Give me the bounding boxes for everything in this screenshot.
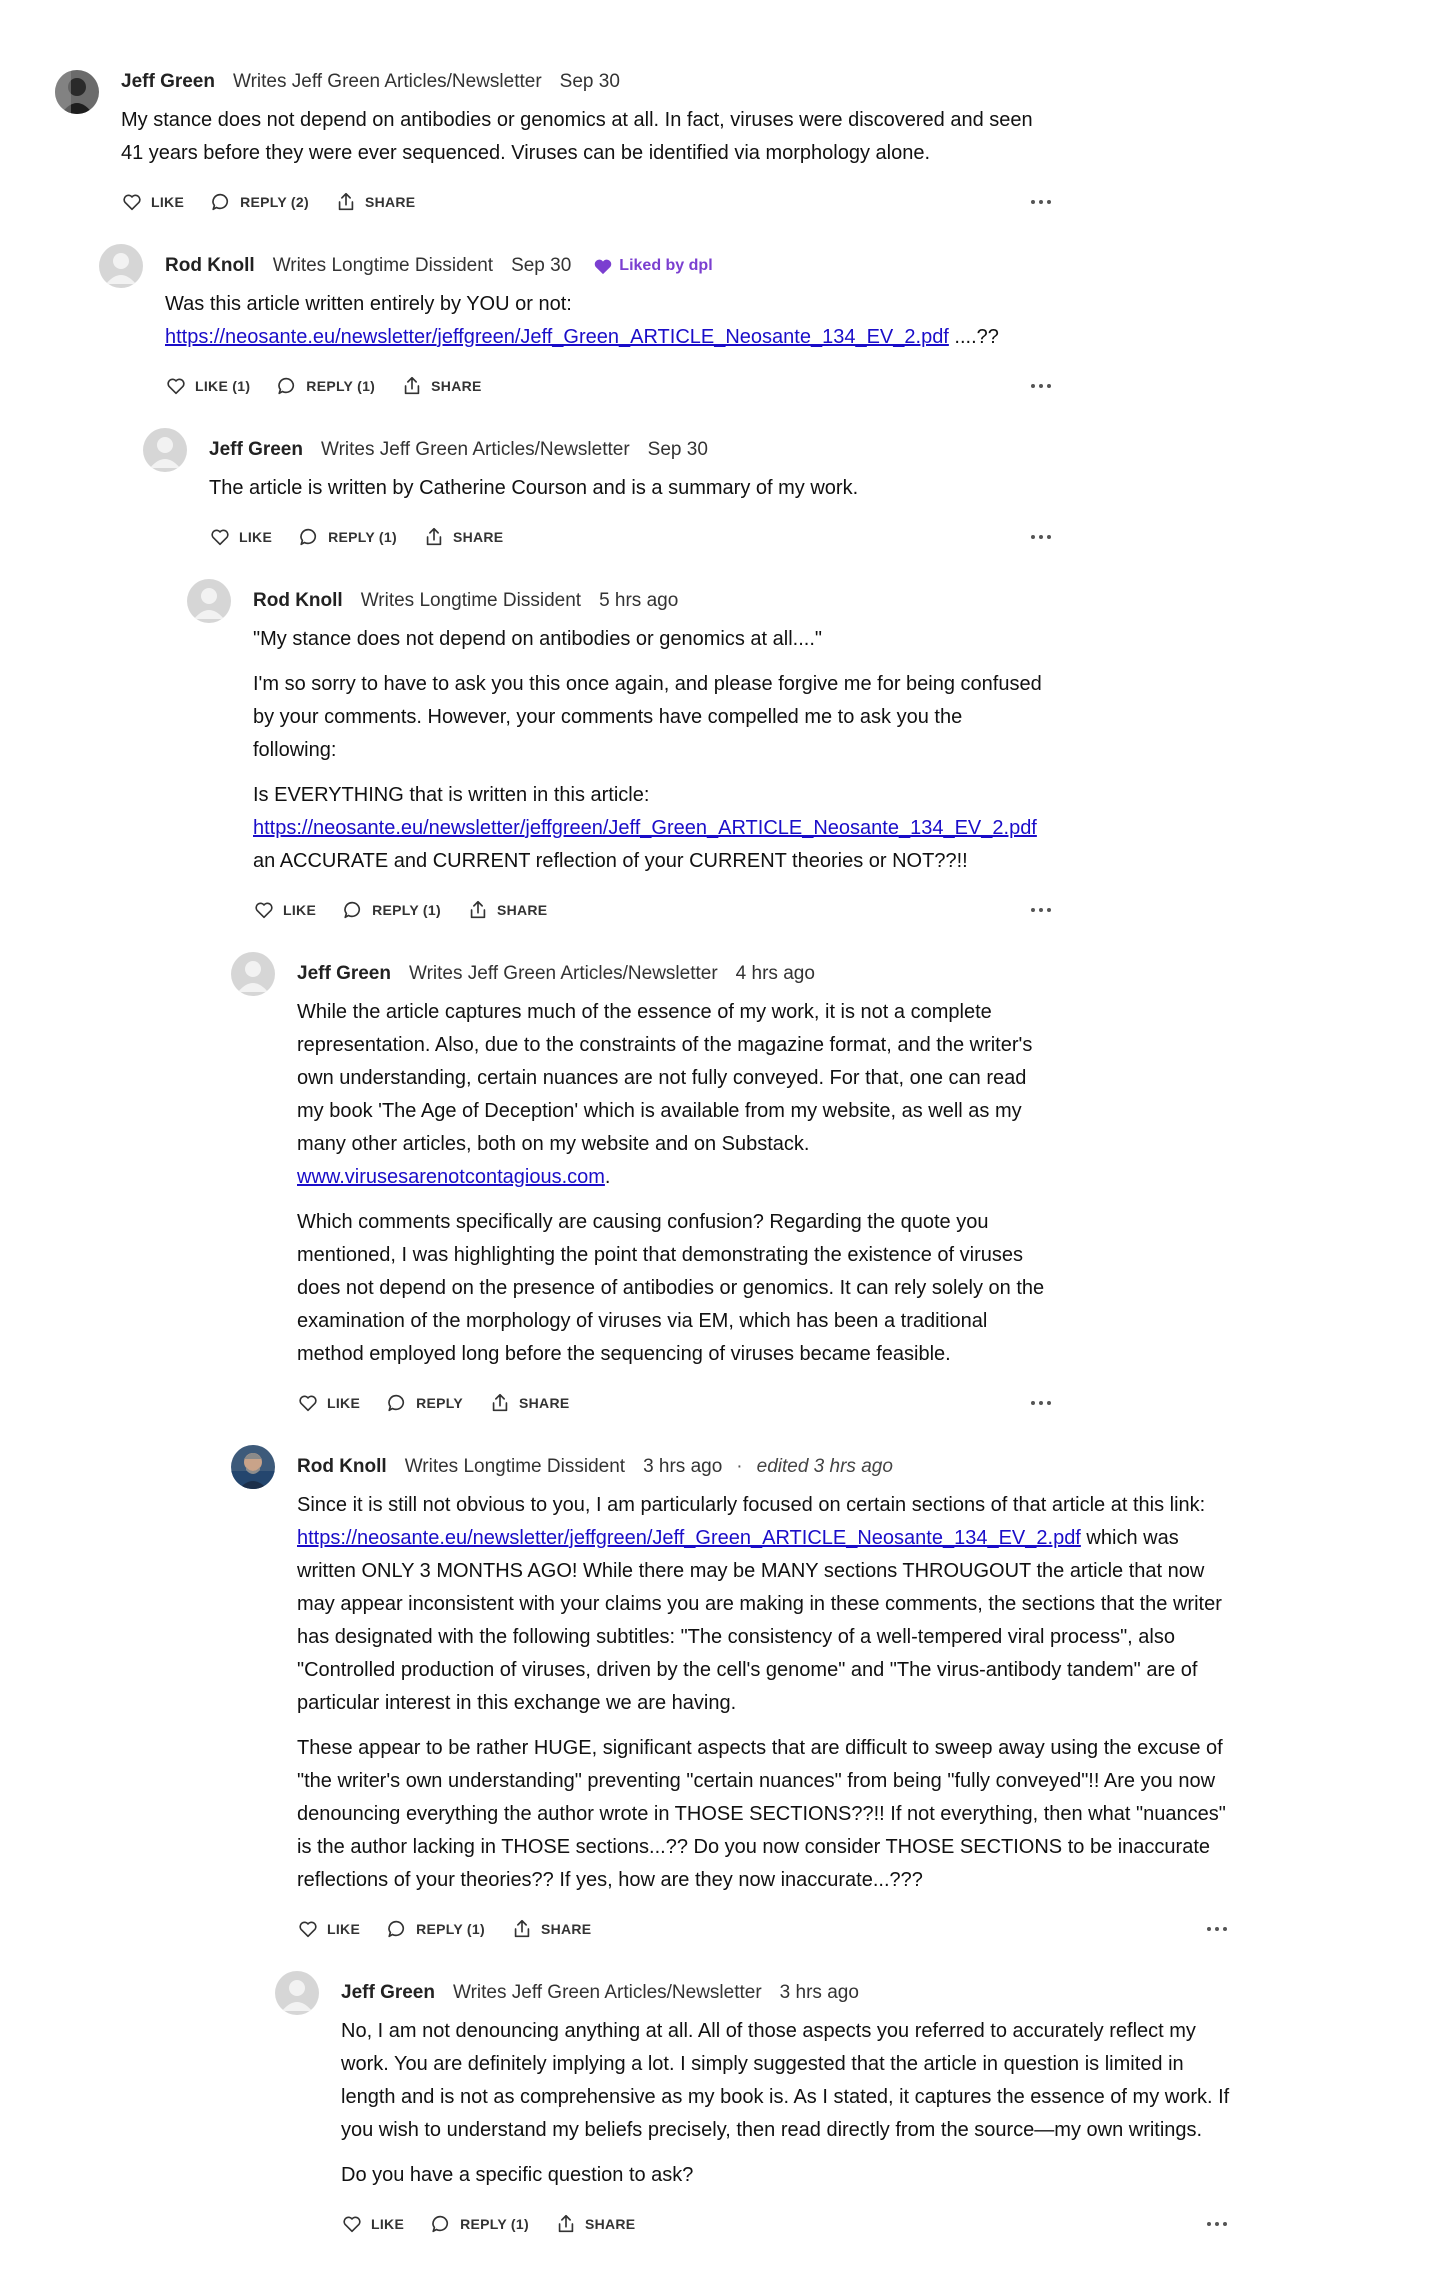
paragraph-text: which was written ONLY 3 MONTHS AGO! While there may be MANY sections THROUGOUT the article that now may appear inconsistent with your claims you are making in these comments, the sections that the writer has designated with the following subtitles: "The consistency of a well-tempered viral process", also "Controlled production of viruses, driven by the cell's genome" and "The virus-antibody tandem" are of particular interest in this exchange we are having. [297,1527,1222,1714]
default-avatar-icon [231,952,275,996]
timestamp[interactable]: 3 hrs ago [779,1982,859,2003]
speech-bubble-icon [210,191,232,213]
share-label: SHARE [452,529,504,545]
comment-body [341,2015,1235,2192]
speech-bubble-icon [386,1392,408,1414]
comment-header [209,428,1045,472]
comment-paragraph: These appear to be rather HUGE, significant aspects that are difficult to sweep away using the excuse of "the writer's own understanding" preventing "certain nuances" from being "fully conveyed"!! Are you now denouncing everything the author wrote in THOSE SECTIONS??!! If not everything, then what "nuances" is the author lacking in THOSE sections...?? Do you now consider THOSE SECTIONS to be inaccurate reflections of your theories?? If yes, how are they now inaccurate...??? [297,1737,1226,1891]
comment-actions [165,366,1045,406]
speech-bubble-icon [276,375,298,397]
comment-body [297,996,1045,1371]
comment-paragraph: "My stance does not depend on antibodies or genomics at all...." [253,628,822,650]
share-button[interactable] [423,526,504,548]
heart-icon [253,899,275,921]
article-link[interactable]: https://neosante.eu/newsletter/jeffgreen/Jeff_Green_ARTICLE_Neosante_134_EV_2.pdf [253,817,1037,839]
author-byline[interactable]: Writes Longtime Dissident [360,590,582,611]
like-label: LIKE [239,529,273,545]
filled-heart-icon [593,257,613,275]
paragraph-text: Was this article written entirely by YOU or not: [165,293,572,315]
author-name[interactable]: Jeff Green [297,963,391,984]
more-options-button[interactable] [1031,890,1051,930]
paragraph-text: While the article captures much of the essence of my work, it is not a complete representation. Also, due to the constraints of the magazine format, and the writer's own understanding, certain nuances are not fully conveyed. For that, one can read my book 'The Age of Deception' which is available from my website, as well as my many other articles, both on my website and on Substack. [297,1001,1033,1155]
speech-bubble-icon [298,526,320,548]
comment-actions [341,2204,1235,2244]
comment [231,1445,1235,1949]
reply-button[interactable] [210,191,309,213]
reply-button[interactable] [298,526,397,548]
like-label: LIKE [327,1395,361,1411]
more-options-button[interactable] [1031,366,1051,406]
author-name[interactable]: Jeff Green [209,439,303,460]
reply-label: REPLY (1) [328,529,397,545]
comment-body [297,1489,1235,1897]
heart-icon [165,375,187,397]
author-name[interactable]: Jeff Green [341,1982,435,2003]
comment-paragraph [297,996,1045,1194]
comment-header [341,1971,1235,2015]
more-options-button[interactable] [1031,1383,1051,1423]
comment-paragraph [253,779,1045,878]
share-label: SHARE [540,1921,592,1937]
heart-icon [297,1392,319,1414]
comment-header [165,244,1045,288]
comment-body [165,288,1045,354]
reply-label: REPLY (1) [306,378,376,394]
more-options-button[interactable] [1207,1909,1227,1949]
reply-label: REPLY (1) [372,902,441,918]
reply-button[interactable] [430,2213,529,2235]
like-button[interactable] [121,191,184,213]
liked-by-badge [593,257,712,275]
speech-bubble-icon [386,1918,408,1940]
reply-button[interactable] [386,1392,463,1414]
default-avatar-icon [99,244,143,288]
share-button[interactable] [489,1392,570,1414]
author-name[interactable]: Rod Knoll [253,590,343,611]
timestamp[interactable]: Sep 30 [511,255,572,276]
comment-paragraph [165,288,1045,354]
avatar[interactable] [99,244,143,288]
share-button[interactable] [555,2213,636,2235]
paragraph-text: an ACCURATE and CURRENT reflection of your CURRENT theories or NOT??!! [253,850,968,872]
comment-actions [209,517,1045,557]
comment-paragraph: Do you have a specific question to ask? [341,2164,694,2186]
more-options-button[interactable] [1031,182,1051,222]
speech-bubble-icon [342,899,364,921]
comment-body [253,623,1045,878]
speech-bubble-icon [430,2213,452,2235]
reply-label: REPLY (1) [460,2216,529,2232]
timestamp[interactable]: Sep 30 [559,71,620,92]
comment-header [121,60,1045,104]
liked-by-label: Liked by dpl [619,257,713,274]
avatar[interactable] [231,1445,275,1489]
user-photo-icon [231,1445,275,1489]
like-button[interactable] [165,375,250,397]
share-button[interactable] [511,1918,592,1940]
comment-paragraph: My stance does not depend on antibodies or genomics at all. In fact, viruses were discovered and seen 41 years before they were ever sequenced. Viruses can be identified via morphology alone. [121,109,1033,164]
more-options-button[interactable] [1207,2204,1227,2244]
user-photo-icon [55,70,99,114]
share-icon [555,2213,577,2235]
share-label: SHARE [584,2216,636,2232]
share-icon [423,526,445,548]
comment-paragraph [297,1489,1235,1720]
like-label: LIKE [327,1921,361,1937]
comment-actions [121,182,1045,222]
default-avatar-icon [187,579,231,623]
share-icon [511,1918,533,1940]
author-name[interactable]: Rod Knoll [165,255,255,276]
paragraph-text: Is EVERYTHING that is written in this article: [253,784,650,806]
author-byline[interactable]: Writes Longtime Dissident [272,255,494,276]
comment-paragraph: Which comments specifically are causing confusion? Regarding the quote you mentioned, I was highlighting the point that demonstrating the existence of viruses does not depend on the presence of antibodies or genomics. It can rely solely on the examination of the morphology of viruses via EM, which has been a traditional method employed long before the sequencing of viruses became feasible. [297,1211,1045,1365]
like-label: LIKE [283,902,317,918]
heart-icon [121,191,143,213]
comment-body [121,104,1045,170]
share-icon [467,899,489,921]
like-button[interactable] [253,899,316,921]
comment [99,244,1045,406]
author-name[interactable]: Rod Knoll [297,1456,387,1477]
comment [275,1971,1235,2244]
comment-actions [253,890,1045,930]
paragraph-text: Since it is still not obvious to you, I am particularly focused on certain sections of that article at this link: [297,1494,1206,1516]
comment-header [297,1445,1235,1489]
like-button[interactable] [341,2213,404,2235]
avatar[interactable] [187,579,231,623]
author-byline[interactable]: Writes Jeff Green Articles/Newsletter [452,1982,762,2003]
comment-header [297,952,1045,996]
reply-label: REPLY [416,1395,463,1411]
share-icon [489,1392,511,1414]
comment-header [253,579,1045,623]
author-byline[interactable]: Writes Jeff Green Articles/Newsletter [232,71,542,92]
comment [231,952,1045,1423]
comment [143,428,1045,557]
paragraph-text: . [604,1166,611,1188]
timestamp[interactable]: 5 hrs ago [599,590,679,611]
heart-icon [341,2213,363,2235]
comment [55,60,1045,222]
separator-dot: · [736,1456,743,1477]
share-button[interactable] [335,191,416,213]
comment-actions [297,1383,1045,1423]
comment-actions [297,1909,1235,1949]
article-link[interactable]: https://neosante.eu/newsletter/jeffgreen/Jeff_Green_ARTICLE_Neosante_134_EV_2.pdf [297,1527,1081,1549]
share-label: SHARE [364,194,416,210]
default-avatar-icon [275,1971,319,2015]
share-label: SHARE [431,378,482,394]
share-icon [401,375,423,397]
paragraph-text: ....?? [948,326,999,348]
author-byline[interactable]: Writes Longtime Dissident [404,1456,626,1477]
edited-label: edited 3 hrs ago [756,1456,893,1477]
author-byline[interactable]: Writes Jeff Green Articles/Newsletter [408,963,718,984]
like-button[interactable] [297,1918,360,1940]
reply-label: REPLY (2) [240,194,309,210]
avatar[interactable] [275,1971,319,2015]
like-button[interactable] [209,526,272,548]
reply-button[interactable] [276,375,375,397]
like-label: LIKE [371,2216,405,2232]
timestamp[interactable]: 4 hrs ago [735,963,815,984]
comment [187,579,1045,930]
timestamp[interactable]: Sep 30 [647,439,708,460]
comment-paragraph: The article is written by Catherine Courson and is a summary of my work. [209,477,859,499]
comment-body [209,472,1045,505]
timestamp[interactable]: 3 hrs ago [643,1456,723,1477]
like-button[interactable] [297,1392,360,1414]
avatar[interactable] [55,70,99,114]
reply-button[interactable] [386,1918,485,1940]
share-label: SHARE [496,902,548,918]
heart-icon [209,526,231,548]
avatar[interactable] [231,952,275,996]
author-byline[interactable]: Writes Jeff Green Articles/Newsletter [320,439,630,460]
avatar[interactable] [143,428,187,472]
heart-icon [297,1918,319,1940]
website-link[interactable]: www.virusesarenotcontagious.com [297,1166,605,1188]
reply-button[interactable] [342,899,441,921]
author-name[interactable]: Jeff Green [121,71,215,92]
reply-label: REPLY (1) [416,1921,485,1937]
more-options-button[interactable] [1031,517,1051,557]
comment-paragraph: I'm so sorry to have to ask you this once again, and please forgive me for being confused by your comments. However, your comments have compelled me to ask you the following: [253,673,1042,761]
share-button[interactable] [467,899,548,921]
share-icon [335,191,357,213]
like-label: LIKE (1) [195,378,251,394]
comment-paragraph: No, I am not denouncing anything at all. All of those aspects you referred to accurately reflect my work. You are definitely implying a lot. I simply suggested that the article in question is limited in length and is not as comprehensive as my book is. As I stated, it captures the essence of my work. If you wish to understand my beliefs precisely, then read directly from the source—my own writings. [341,2020,1230,2141]
default-avatar-icon [143,428,187,472]
article-link[interactable]: https://neosante.eu/newsletter/jeffgreen/Jeff_Green_ARTICLE_Neosante_134_EV_2.pdf [165,326,949,348]
share-button[interactable] [401,375,482,397]
like-label: LIKE [151,194,185,210]
share-label: SHARE [518,1395,570,1411]
